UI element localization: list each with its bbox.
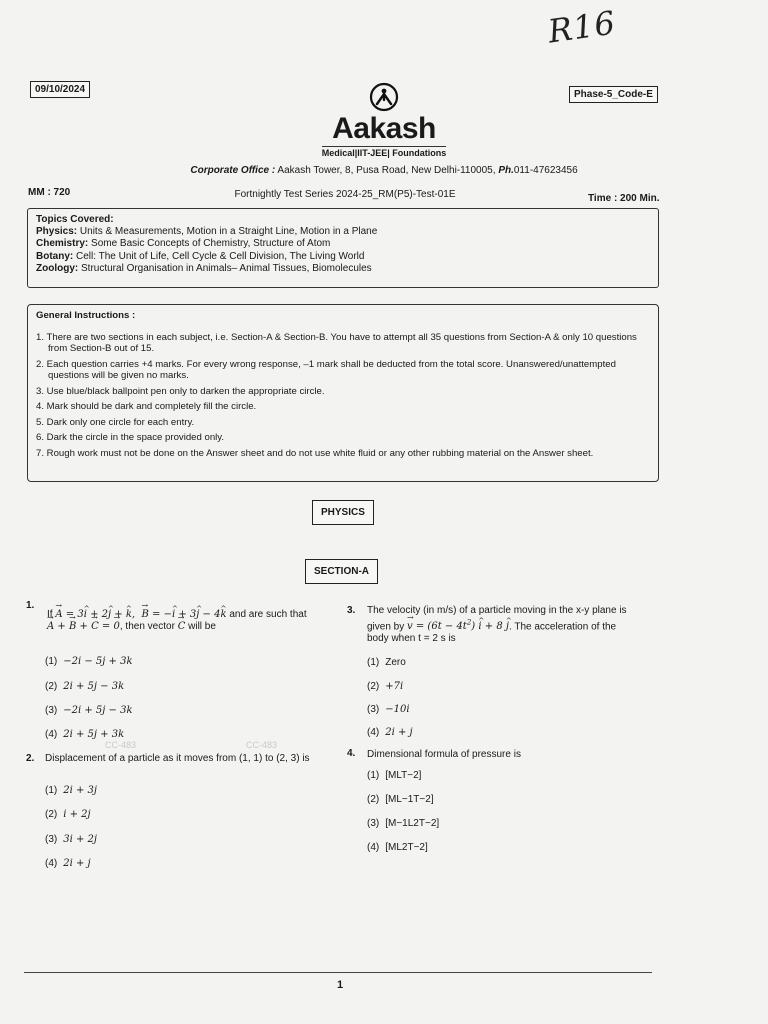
option[interactable] [367, 657, 406, 668]
general-instructions-box [27, 304, 659, 482]
question-text: , then vector [119, 621, 178, 632]
instruction-item: 1. There are two sections in each subject, i.e. Section-A & Section-B. You have to attempt all 35 questions from Section-A & only 10 questions from Section-B out of 15. [36, 331, 637, 354]
instructions-list [36, 332, 650, 460]
option-label: (4) [367, 727, 380, 738]
option-value: 2i + j [385, 727, 413, 738]
option-label: (1) [45, 656, 58, 667]
instruction-item: 7. Rough work must not be done on the Answer sheet and do not use white fluid or any other rubbing material on the Answer sheet. [36, 447, 594, 459]
question-2-text: Displacement of a particle as it moves from (1, 1) to (2, 3) is [45, 753, 310, 764]
corporate-office-label: Corporate Office : [190, 165, 276, 176]
max-marks: MM : 720 [28, 187, 71, 198]
option-label: (2) [367, 681, 380, 692]
handwritten-note: R16 [545, 3, 619, 51]
question-text: If [47, 609, 56, 620]
option[interactable] [45, 656, 133, 667]
paper-code-box: Phase-5_Code-E [569, 86, 658, 103]
date-box: 09/10/2024 [30, 81, 90, 98]
option-label: (1) [45, 785, 58, 796]
option-value: +7i [385, 681, 404, 692]
phone-label: Ph. [498, 165, 514, 176]
corporate-office-line [0, 165, 768, 176]
option-label: (4) [45, 729, 58, 740]
option-value: [ML−1T−2] [385, 794, 434, 805]
topic-row [36, 238, 650, 250]
option-label: (4) [45, 858, 58, 869]
footer-divider [24, 972, 652, 973]
subject-label: PHYSICS [312, 500, 374, 525]
option[interactable] [45, 858, 91, 869]
option-value: −10i [385, 704, 410, 715]
time-allowed: Time : 200 Min. [588, 193, 660, 204]
option[interactable] [367, 794, 434, 805]
topic-text: Structural Organisation in Animals– Animal Tissues, Biomolecules [78, 262, 372, 274]
option[interactable] [45, 705, 133, 716]
topic-text: Some Basic Concepts of Chemistry, Structure of Atom [88, 238, 331, 250]
option[interactable] [45, 809, 91, 820]
topic-subject: Chemistry: [36, 238, 89, 250]
question-text: The velocity (in m/s) of a particle moving in the x-y plane is given by [367, 605, 627, 633]
math-expression: → A = 3^ i + 2^ j + ^ k, → B = −^ i + 3^ j − 4^ k [55, 609, 226, 620]
instruction-item: 5. Dark only one circle for each entry. [36, 416, 195, 428]
corporate-office-address: Aakash Tower, 8, Pusa Road, New Delhi-110005, [275, 165, 499, 176]
option-value: 2i + j [63, 858, 91, 869]
option-value: 2i + 5j − 3k [63, 681, 125, 692]
instructions-heading: General Instructions : [36, 310, 136, 321]
option-label: (1) [367, 657, 380, 668]
option[interactable] [45, 681, 124, 692]
math-expression: → A + → B + → C = → 0 [47, 621, 120, 632]
option[interactable] [367, 681, 403, 692]
watermark-text: CC-483 [246, 740, 278, 750]
brand-logo [0, 82, 768, 159]
watermark-text: CC-483 [105, 740, 137, 750]
option[interactable] [367, 842, 428, 853]
test-series-title: Fortnightly Test Series 2024-25_RM(P5)-Test-01E [234, 189, 456, 200]
option-value: [MLT−2] [385, 770, 422, 781]
instruction-item: 4. Mark should be dark and completely fill the circle. [36, 401, 257, 412]
topic-row [36, 263, 650, 275]
option-label: (3) [45, 834, 58, 845]
option-label: (3) [367, 704, 380, 715]
option-value: 2i + 5j + 3k [63, 729, 125, 740]
question-3-text [367, 605, 637, 645]
question-number: 4. [347, 748, 356, 759]
question-number: 3. [347, 605, 356, 616]
brand-tagline: Medical|IIT-JEE| Foundations [321, 148, 447, 158]
option-value: [ML2T−2] [385, 842, 428, 853]
option-label: (1) [367, 770, 380, 781]
question-1-text [47, 609, 317, 633]
option[interactable] [45, 785, 97, 796]
instruction-item: 2. Each question carries +4 marks. For every wrong response, –1 mark shall be deducted from the total score. Unanswered/unattempted questions will be given no marks. [36, 358, 616, 381]
option-label: (2) [45, 681, 58, 692]
option-label: (2) [45, 809, 58, 820]
page-number: 1 [336, 979, 344, 991]
question-text: will be [185, 621, 216, 632]
topic-subject: Zoology: [36, 262, 79, 274]
section-label: SECTION-A [305, 559, 378, 584]
option-label: (3) [45, 705, 58, 716]
option[interactable] [367, 818, 439, 829]
topic-subject: Physics: [36, 226, 78, 238]
aakash-emblem-icon [369, 82, 399, 112]
phone-number: 011-47623456 [513, 165, 578, 176]
topics-heading: Topics Covered: [36, 214, 114, 225]
option[interactable] [45, 729, 124, 740]
option-value: −2i − 5j + 3k [63, 656, 133, 667]
question-number: 1. [26, 600, 35, 611]
option[interactable] [367, 704, 410, 715]
question-text: . The acceleration of the body when t = 2 s is [367, 621, 617, 645]
option-value: 2i + 3j [63, 785, 97, 796]
topic-row [36, 251, 650, 263]
option[interactable] [367, 727, 413, 738]
question-text: and are such that [226, 609, 307, 620]
topics-covered-box [27, 208, 659, 288]
math-expression: → $v = (6t - 4t^2)$ ^ i + 8 ^ j [407, 621, 509, 632]
option-value: 3i + 2j [63, 834, 97, 845]
instruction-item: 6. Dark the circle in the space provided only. [36, 432, 225, 443]
option-value: [M−1L2T−2] [385, 818, 440, 829]
option-label: (3) [367, 818, 380, 829]
question-number: 2. [26, 753, 35, 764]
option-value: i + 2j [63, 809, 91, 820]
instruction-item: 3. Use blue/black ballpoint pen only to darken the appropriate circle. [36, 385, 325, 397]
option-value: Zero [385, 657, 406, 668]
brand-name: Aakash [332, 112, 436, 145]
option[interactable] [367, 770, 421, 781]
topic-row [36, 226, 650, 238]
topic-subject: Botany: [36, 250, 74, 262]
option-label: (2) [367, 794, 380, 805]
option-label: (4) [367, 842, 380, 853]
option[interactable] [45, 834, 97, 845]
math-expression: → C [178, 621, 186, 633]
topic-text: Units & Measurements, Motion in a Straight Line, Motion in a Plane [77, 226, 378, 238]
topic-text: Cell: The Unit of Life, Cell Cycle & Cell Division, The Living World [73, 250, 365, 262]
option-value: −2i + 5j − 3k [63, 705, 133, 716]
question-4-text: Dimensional formula of pressure is [367, 749, 521, 760]
